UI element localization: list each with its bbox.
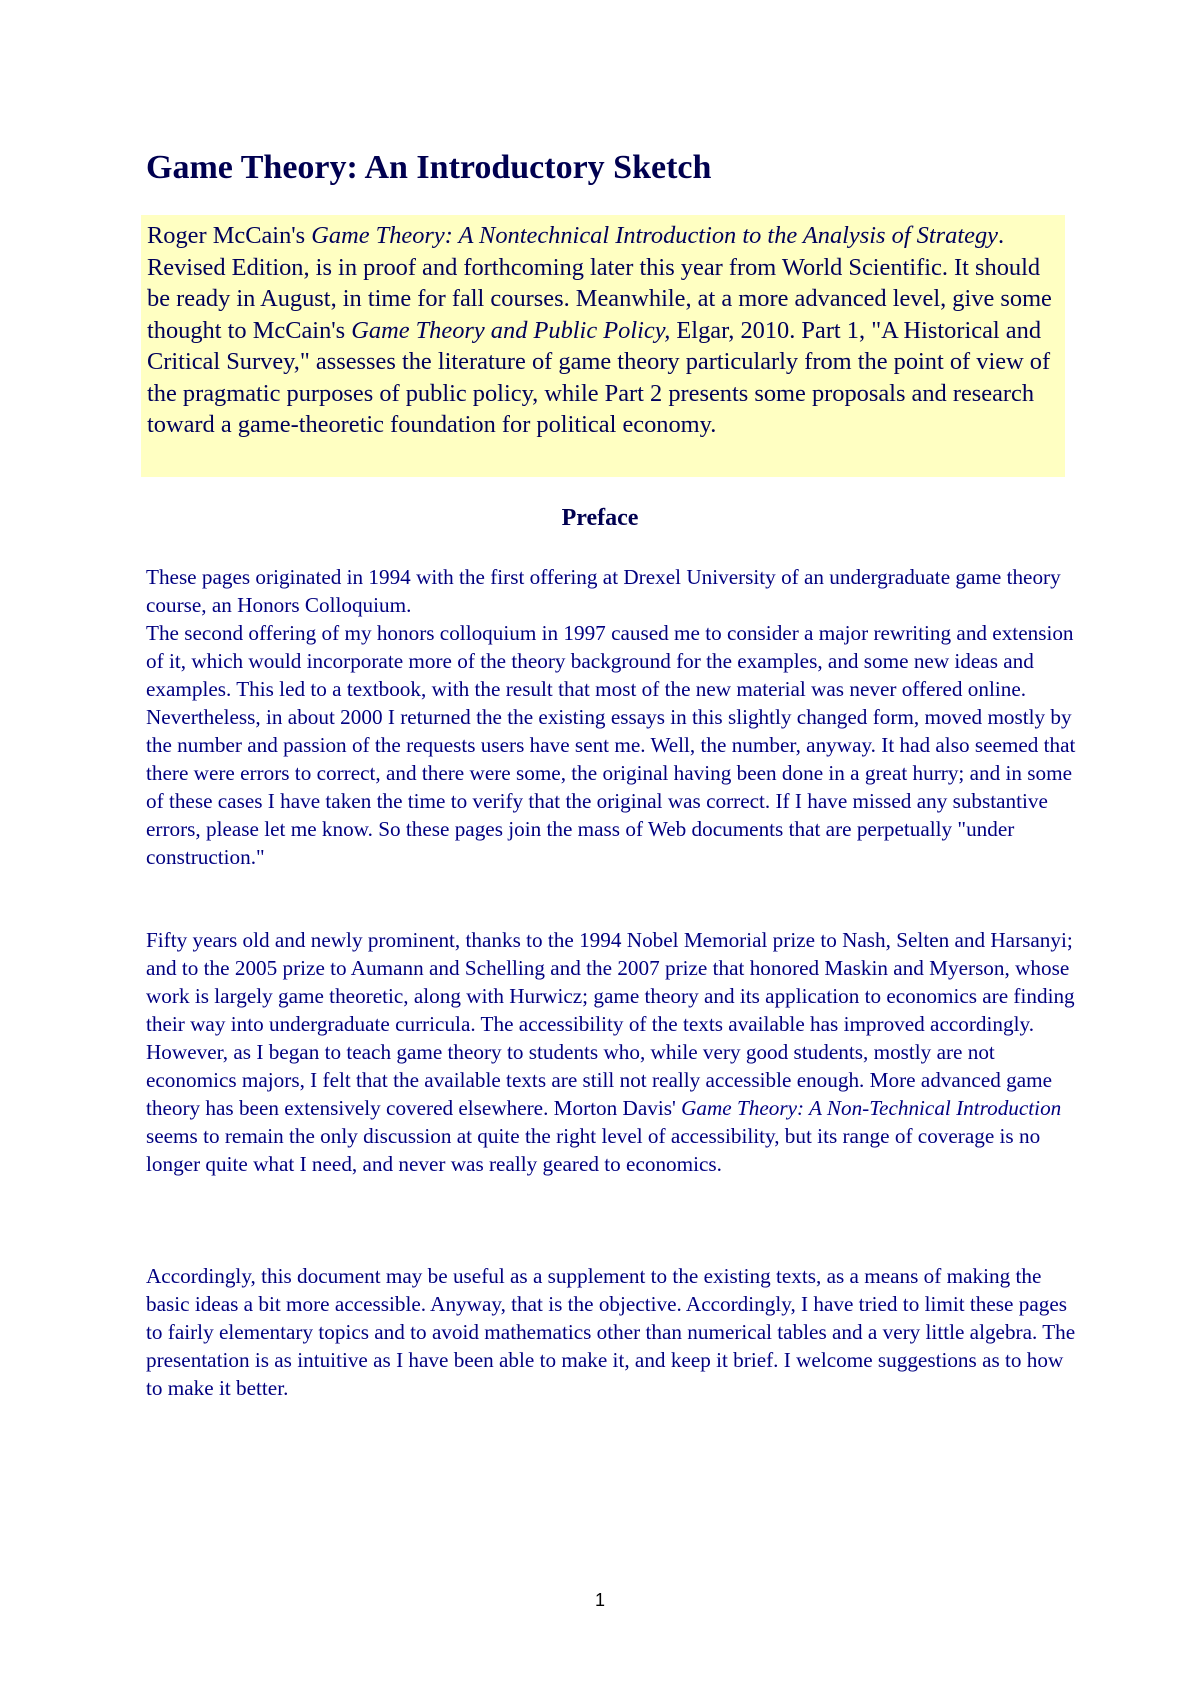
preface-paragraph-2-text-1: Fifty years old and newly prominent, thanks to the 1994 Nobel Memorial prize to Nash, Selten and Harsanyi; and to the 2005 prize to Aumann and Schelling and the 2007 prize that honored Maskin and Myerson, whose work is largely game theoretic, along with Hurwicz; game theory and its application to economics are finding their way into undergraduate curricula. The accessibility of the texts available has improved accordingly. However, as I began to teach game theory to students who, while very good students, mostly are not economics majors, I felt that the available texts are still not really accessible enough. More advanced game theory has been extensively covered elsewhere. Morton Davis' bbox=[146, 928, 1075, 1120]
notice-book-title-1: Game Theory: A Nontechnical Introduction to the Analysis of Strategy bbox=[311, 222, 998, 249]
preface-paragraph-1-line-1: These pages originated in 1994 with the first offering at Drexel University of an undergraduate game theory course, an Honors Colloquium. bbox=[146, 565, 1061, 617]
notice-text-1: Roger McCain's bbox=[147, 222, 312, 249]
page-title: Game Theory: An Introductory Sketch bbox=[146, 149, 712, 186]
notice-text-3: Elgar, 2010. Part 1, "A Historical and Critical Survey," assesses the literature of game theory particularly from the point of view of the pragmatic purposes of public policy, while Part 2 presents some proposals and research toward a game-theoretic foundation for political economy. bbox=[147, 316, 1051, 438]
page-number: 1 bbox=[594, 1590, 605, 1610]
preface-paragraph-2-text-2: seems to remain the only discussion at quite the right level of accessibility, but its range of coverage is no longer quite what I need, and never was really geared to economics. bbox=[146, 1124, 1041, 1176]
preface-paragraph-2-book-title: Game Theory: A Non-Technical Introduction bbox=[681, 1096, 1062, 1120]
preface-paragraph-2 bbox=[146, 926, 1076, 1178]
notice-text-2: . Revised Edition, is in proof and forthcoming later this year from World Scientific. It should be ready in August, in time for fall courses. Meanwhile, at a more advanced level, give some thought to McCain's bbox=[147, 222, 1052, 344]
preface-paragraph-3: Accordingly, this document may be useful as a supplement to the existing texts, as a means of making the basic ideas a bit more accessible. Anyway, that is the objective. Accordingly, I have tried to limit these pages to fairly elementary topics and to avoid mathematics other than numerical tables and a very little algebra. The presentation is as intuitive as I have been able to make it, and keep it brief. I welcome suggestions as to how to make it better. bbox=[146, 1264, 1076, 1400]
preface-paragraph-1 bbox=[146, 563, 1076, 871]
section-heading-preface: Preface bbox=[561, 505, 639, 531]
book-announcement-box bbox=[141, 215, 1065, 477]
notice-book-title-2: Game Theory and Public Policy, bbox=[351, 316, 671, 344]
preface-paragraph-1-line-2: The second offering of my honors colloquium in 1997 caused me to consider a major rewriting and extension of it, which would incorporate more of the theory background for the examples, and some new ideas and examples. This led to a textbook, with the result that most of the new material was never offered online. Nevertheless, in about 2000 I returned the the existing essays in this slightly changed form, moved mostly by the number and passion of the requests users have sent me. Well, the number, anyway. It had also seemed that there were errors to correct, and there were some, the original having been done in a great hurry; and in some of these cases I have taken the time to verify that the original was correct. If I have missed any substantive errors, please let me know. So these pages join the mass of Web documents that are perpetually "under construction." bbox=[146, 621, 1076, 869]
